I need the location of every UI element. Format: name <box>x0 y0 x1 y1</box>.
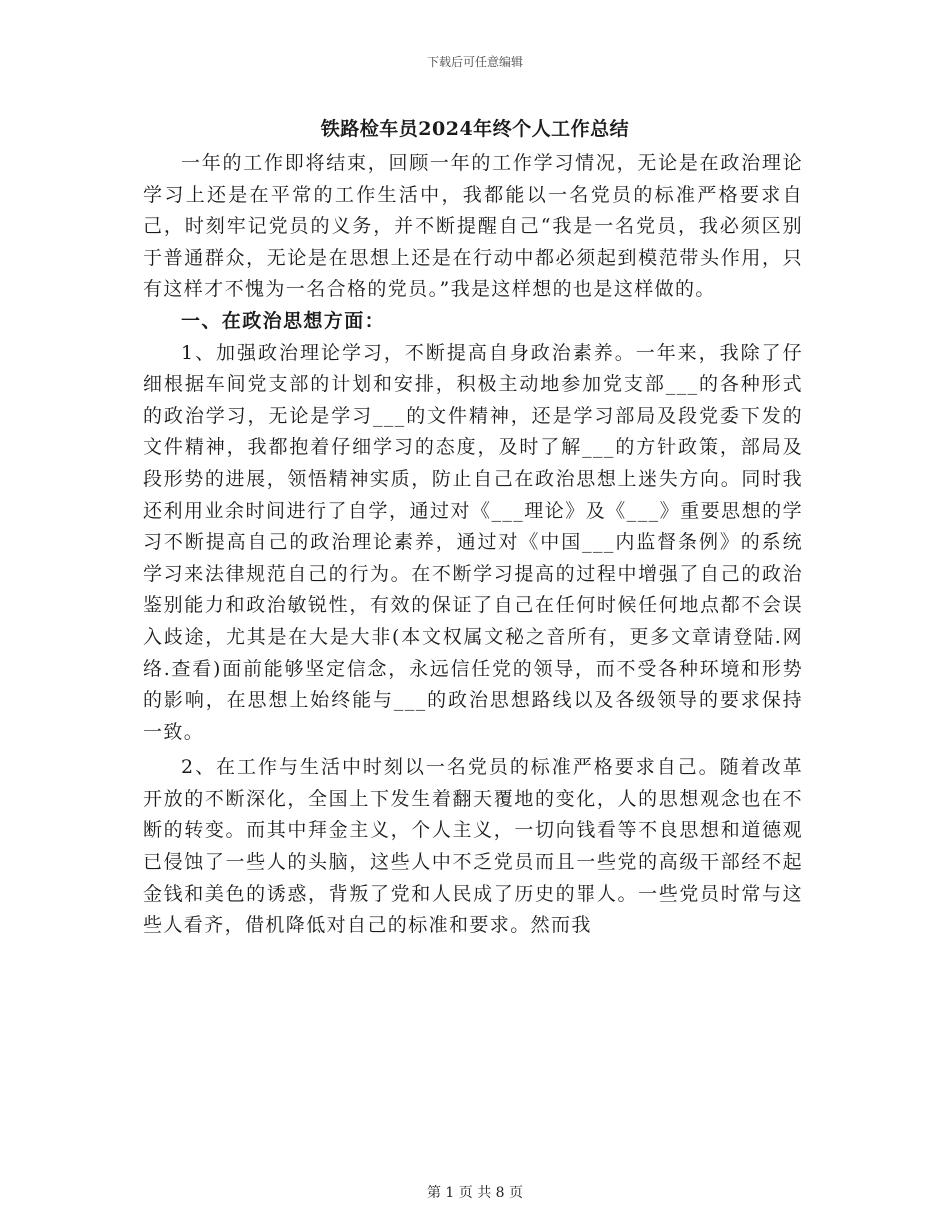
header-note: 下载后可任意编辑 <box>426 55 523 69</box>
document-title: 铁路检车员2024年终个人工作总结 <box>320 118 630 140</box>
document-body <box>143 148 803 942</box>
section-heading-political: 一、在政治思想方面： <box>181 309 386 332</box>
paragraph-party-standard: 2、在工作与生活中时刻以一名党员的标准严格要求自己。随着改革开放的不断深化，全国上下发生着翻天覆地的变化，人的思想观念也在不断的转变。而其中拜金主义，个人主义，一切向钱看等不良思想和道德观已侵蚀了一些人的头脑，这些人中不乏党员而且一些党的高级干部经不起金钱和美色的诱惑，背叛了党和人民成了历史的罪人。一些党员时常与这些人看齐，借机降低对自己的标准和要求。然而我 <box>143 756 803 937</box>
intro-paragraph: 一年的工作即将结束，回顾一年的工作学习情况，无论是在政治理论学习上还是在平常的工作生活中，我都能以一名党员的标准严格要求自己，时刻牢记党员的义务，并不断提醒自己“我是一名党员，我必须区别于普通群众，无论是在思想上还是在行动中都必须起到模范带头作用，只有这样才不愧为一名合格的党员。”我是这样想的也是这样做的。 <box>143 152 803 301</box>
page-number: 第 1 页 共 8 页 <box>426 1185 524 1201</box>
paragraph-political-study: 1、加强政治理论学习，不断提高自身政治素养。一年来，我除了仔细根据车间党支部的计划和安排，积极主动地参加党支部___的各种形式的政治学习，无论是学习___的文件精神，还是学习部局及段党委下发的文件精神，我都抱着仔细学习的态度，及时了解___的方针政策，部局及段形势的进展，领悟精神实质，防止自己在政治思想上迷失方向。同时我还利用业余时间进行了自学，通过对《___理论》及《___》重要思想的学习不断提高自己的政治理论素养，通过对《中国___内监督条例》的系统学习来法律规范自己的行为。在不断学习提高的过程中增强了自己的政治鉴别能力和政治敏锐性，有效的保证了自己在任何时候任何地点都不会误入歧途，尤其是在大是大非(本文权属文秘之音所有，更多文章请登陆.网络.查看)面前能够坚定信念，永远信任党的领导，而不受各种环境和形势的影响，在思想上始终能与___的政治思想路线以及各级领导的要求保持一致。 <box>143 341 803 743</box>
